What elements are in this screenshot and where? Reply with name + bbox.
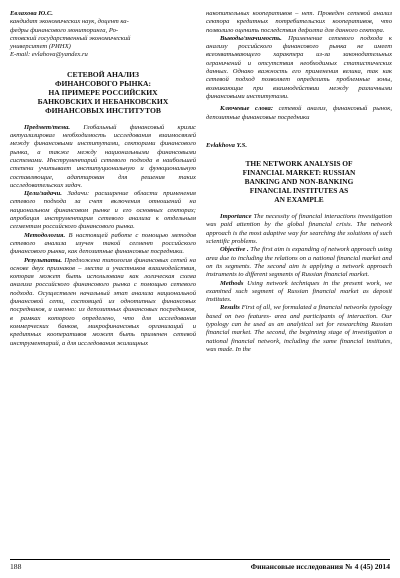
title-line: ФИНАНСОВЫХ ИНСТИТУТОВ: [45, 105, 161, 115]
abstract-methods-en: [206, 280, 392, 305]
author-email-line: [10, 51, 196, 59]
title-line: БАНКОВСКИХ И НЕБАНКОВСКИХ: [37, 96, 169, 106]
journal-issue: Финансовые исследования № 4 (45) 2014: [250, 562, 390, 571]
page-footer: [10, 559, 390, 571]
article-title-en: [210, 159, 388, 204]
author-affiliation-line: федры финансового мониторинга, Ро-: [10, 26, 119, 34]
abstract-results-en: [206, 304, 392, 354]
abstract-methodology: [10, 232, 196, 257]
keywords-ru-text: сетевой анализ, финансовый рынок, депозитные финансовые посредники: [206, 105, 392, 121]
abstract-subject-label: Предмет/тема.: [24, 123, 71, 131]
title-line: THE NETWORK ANALYSIS OF: [245, 159, 353, 169]
author-email-link[interactable]: evlahova@yandex.ru: [31, 51, 88, 59]
objective-label: Objective .: [220, 246, 249, 254]
abstract-results-text: Предложена типология финансовых сетей на основе двух признаков – места и участников взаимодействия, которая может быть использована как логическая схема анализа российского финансового рынка с помощью сетевого подхода. Осуществлен начальный этап анализа национальной финансовой сети, состоящей из однотипных финансовых посредников, и именно: из депозитных финансовых посредников, в рамках которого определено, что для исследования коммерческих банков, микрофинансовых организаций и кредитных кооперативов может быть применен сетевой инструментарий, а для исследования жилищных: [10, 256, 196, 347]
abstract-methodology-text: В настоящей работе с помощью методов сетевого анализа изучен такой сегмент российского финансового рынка, как депозитные финансовые посредники.: [10, 231, 196, 256]
abstract-objectives-label: Цели/задачи.: [24, 190, 62, 198]
abstract-importance-en: [206, 213, 392, 246]
importance-text: The necessity of financial interactions investigation was paid attention by the global financial crisis. The network approach is the most adaptive way for searching the solutions of such scientific problems.: [206, 213, 392, 246]
abstract-results-continued: накопительных кооперативов – нет. Проведен сетевой анализ сектора кредитных потребительских кооперативов, что позволило оценить последствия дефолта для данного сектора.: [206, 10, 392, 34]
methods-label: Methods: [220, 279, 244, 287]
right-column: [206, 10, 392, 354]
importance-label: Importance: [220, 213, 252, 221]
title-line: AN EXAMPLE: [274, 195, 324, 205]
title-line: BANKING AND NON-BANKING: [244, 177, 354, 187]
title-line: FINANCIAL MARKET: RUSSIAN: [242, 168, 356, 178]
results-label: Results: [220, 304, 240, 312]
title-line: FINANCIAL INSTITUTES AS: [249, 186, 349, 196]
email-label: E-mail:: [10, 51, 32, 59]
abstract-conclusions-label: Выводы/значимость.: [220, 34, 282, 42]
abstract-subject-text: Глобальный финансовый кризис актуализировал необходимость исследования взаимосвязей между финансовыми институтами, секторами финансового рынка, а также между национальными финансовыми системами. Инструментарий сетевого подхода в наибольшей степени учитывает институциональную и функциональную составляющие, адаптирован для решения таких исследовательских задач.: [10, 123, 196, 189]
author-affiliation-line: кандидат экономических наук, доцент ка-: [10, 18, 129, 26]
results-text: First of all, we formulated a financial networks typology based on two features- area and participants of interaction. Our typology can be used as an analytical set for researching Russian financial market. The second, the beginning stage of investigation a national financial network, including the same financial institutes, was made. In the: [206, 304, 392, 353]
keywords-ru: [206, 105, 392, 122]
abstract-conclusions: [206, 35, 392, 101]
article-title-ru: [14, 70, 192, 115]
abstract-conclusions-text: Применение сетевого подхода к анализу российского финансового рынка не имеет всеохватывающего характера из-за законодательных ограничений и отсутствия необходимых статистических данных. Однако важность его применения велика, так как сетевой подход позволяет определить проблемные зоны, возникающие при взаимодействии между различными финансовыми институтами.: [206, 34, 393, 100]
author-affiliation-line: университет (РИНХ): [10, 43, 71, 51]
objective-text: The first aim is expanding of network approach using area due to including the relations on a national financial market and on its segments. The second aim is applying a network approach instruments to different segments of Russian financial market.: [206, 246, 392, 279]
author-name: Евлахова Ю.С.: [10, 10, 53, 17]
abstract-objectives: [10, 190, 196, 231]
abstract-objectives-text: Задачи: расширение области применения сетевого подхода за счет включения отношений на национальном финансовом рынке и его основных секторах; апробация инструментария сетевого анализа к отдельным сегментам российского финансового рынка.: [10, 190, 196, 231]
page-number: 188: [10, 562, 22, 571]
author-name-en: Evlakhova Y.S.: [206, 141, 247, 149]
methods-text: Using network techniques in the present work, we examined such segment of Russian financial market as deposit institutes.: [206, 279, 392, 304]
author-block: [10, 10, 196, 60]
keywords-ru-label: Ключевые слова:: [220, 105, 274, 113]
abstract-results-label: Результаты.: [24, 256, 63, 264]
title-line: ФИНАНСОВОГО РЫНКА:: [54, 78, 152, 88]
title-line: НА ПРИМЕРЕ РОССИЙСКИХ: [48, 87, 158, 97]
left-column: [10, 10, 196, 348]
abstract-objective-en: [206, 246, 392, 279]
abstract-methodology-label: Методология.: [24, 231, 66, 239]
abstract-results: [10, 257, 196, 348]
author-affiliation-line: стовский государственный экономический: [10, 34, 131, 42]
title-line: СЕТЕВОЙ АНАЛИЗ: [67, 69, 139, 79]
abstract-subject: [10, 124, 196, 190]
